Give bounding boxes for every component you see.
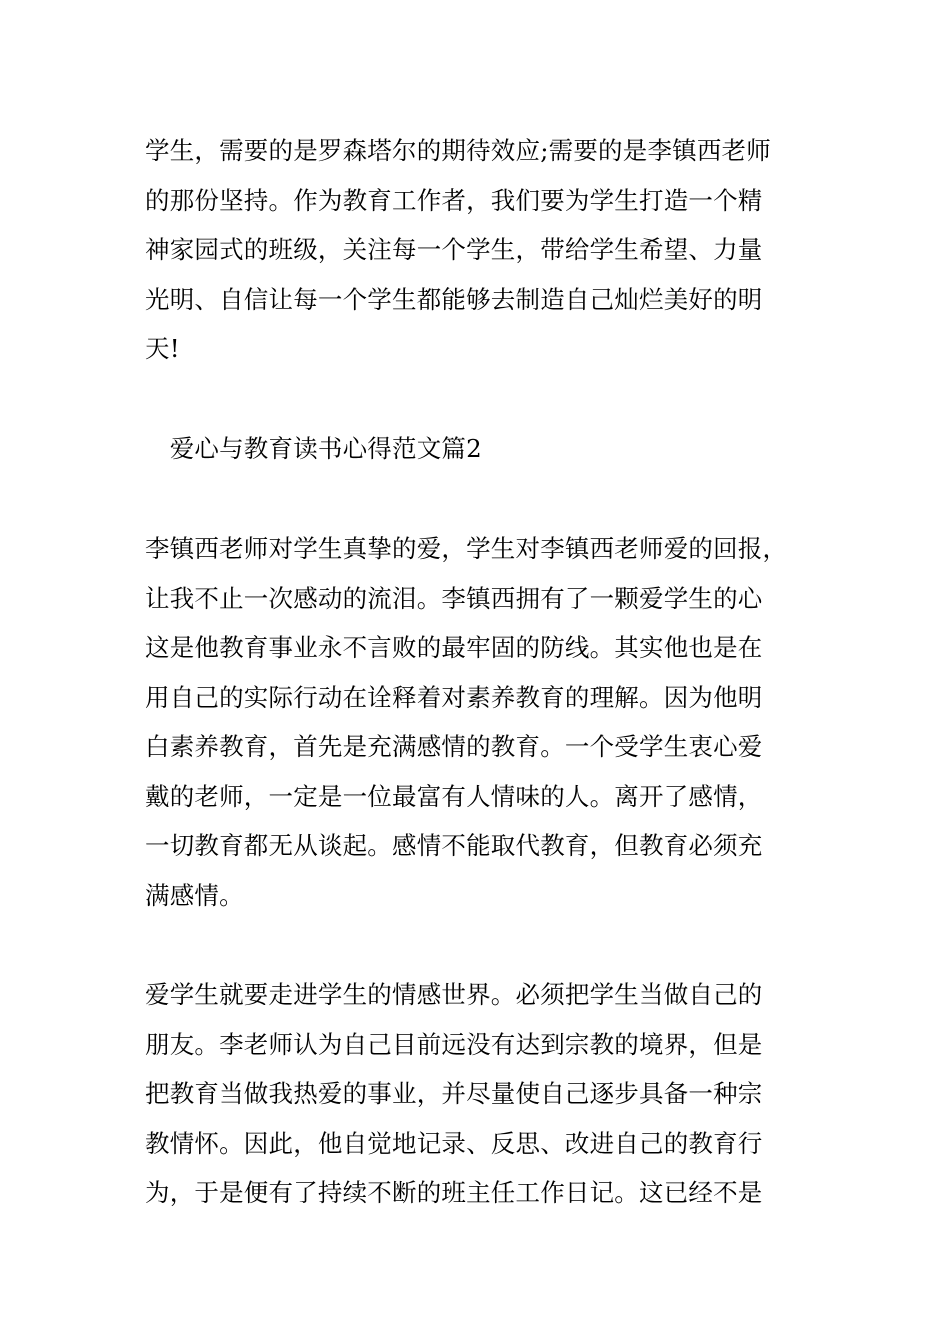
paragraph-1: [145, 126, 825, 374]
text-line: 这是他教育事业永不言败的最牢固的防线。其实他也是在: [145, 633, 763, 662]
text-line: 用自己的实际行动在诠释着对素养教育的理解。因为他明: [145, 682, 763, 712]
text-line: 把教育当做我热爱的事业，并尽量使自己逐步具备一种宗: [145, 1079, 763, 1108]
text-line: 的那份坚持。作为教育工作者，我们要为学生打造一个精: [145, 185, 763, 215]
text-line: 让我不止一次感动的流泪。李镇西拥有了一颗爱学生的心: [145, 583, 763, 613]
text-line: 朋友。李老师认为自己目前远没有达到宗教的境界，但是: [145, 1029, 763, 1059]
text-line: 教情怀。因此，他自觉地记录、反思、改进自己的教育行: [145, 1128, 763, 1158]
text-line: 天!: [145, 334, 180, 363]
text-line: 白素养教育，首先是充满感情的教育。一个受学生衷心爱: [145, 732, 763, 761]
heading-text: 爱心与教育读书心得范文篇2: [145, 434, 482, 463]
text-line: 戴的老师，一定是一位最富有人情味的人。离开了感情，: [145, 781, 763, 811]
text-line: 满感情。: [145, 880, 244, 910]
paragraph-2: [145, 524, 825, 920]
text-line: 一切教育都无从谈起。感情不能取代教育，但教育必须充: [145, 831, 763, 860]
text-line: 爱学生就要走进学生的情感世界。必须把学生当做自己的: [145, 980, 763, 1009]
text-line: 为，于是便有了持续不断的班主任工作日记。这已经不是: [145, 1178, 763, 1207]
text-line: 李镇西老师对学生真挚的爱，学生对李镇西老师爱的回报，: [145, 534, 788, 563]
paragraph-3: [145, 970, 825, 1218]
text-line: 神家园式的班级，关注每一个学生，带给学生希望、力量: [145, 235, 763, 264]
text-line: 学生，需要的是罗森塔尔的期待效应;需要的是李镇西老师: [145, 136, 771, 165]
section-heading: [145, 424, 825, 474]
text-line: 光明、自信让每一个学生都能够去制造自己灿烂美好的明: [145, 284, 763, 314]
